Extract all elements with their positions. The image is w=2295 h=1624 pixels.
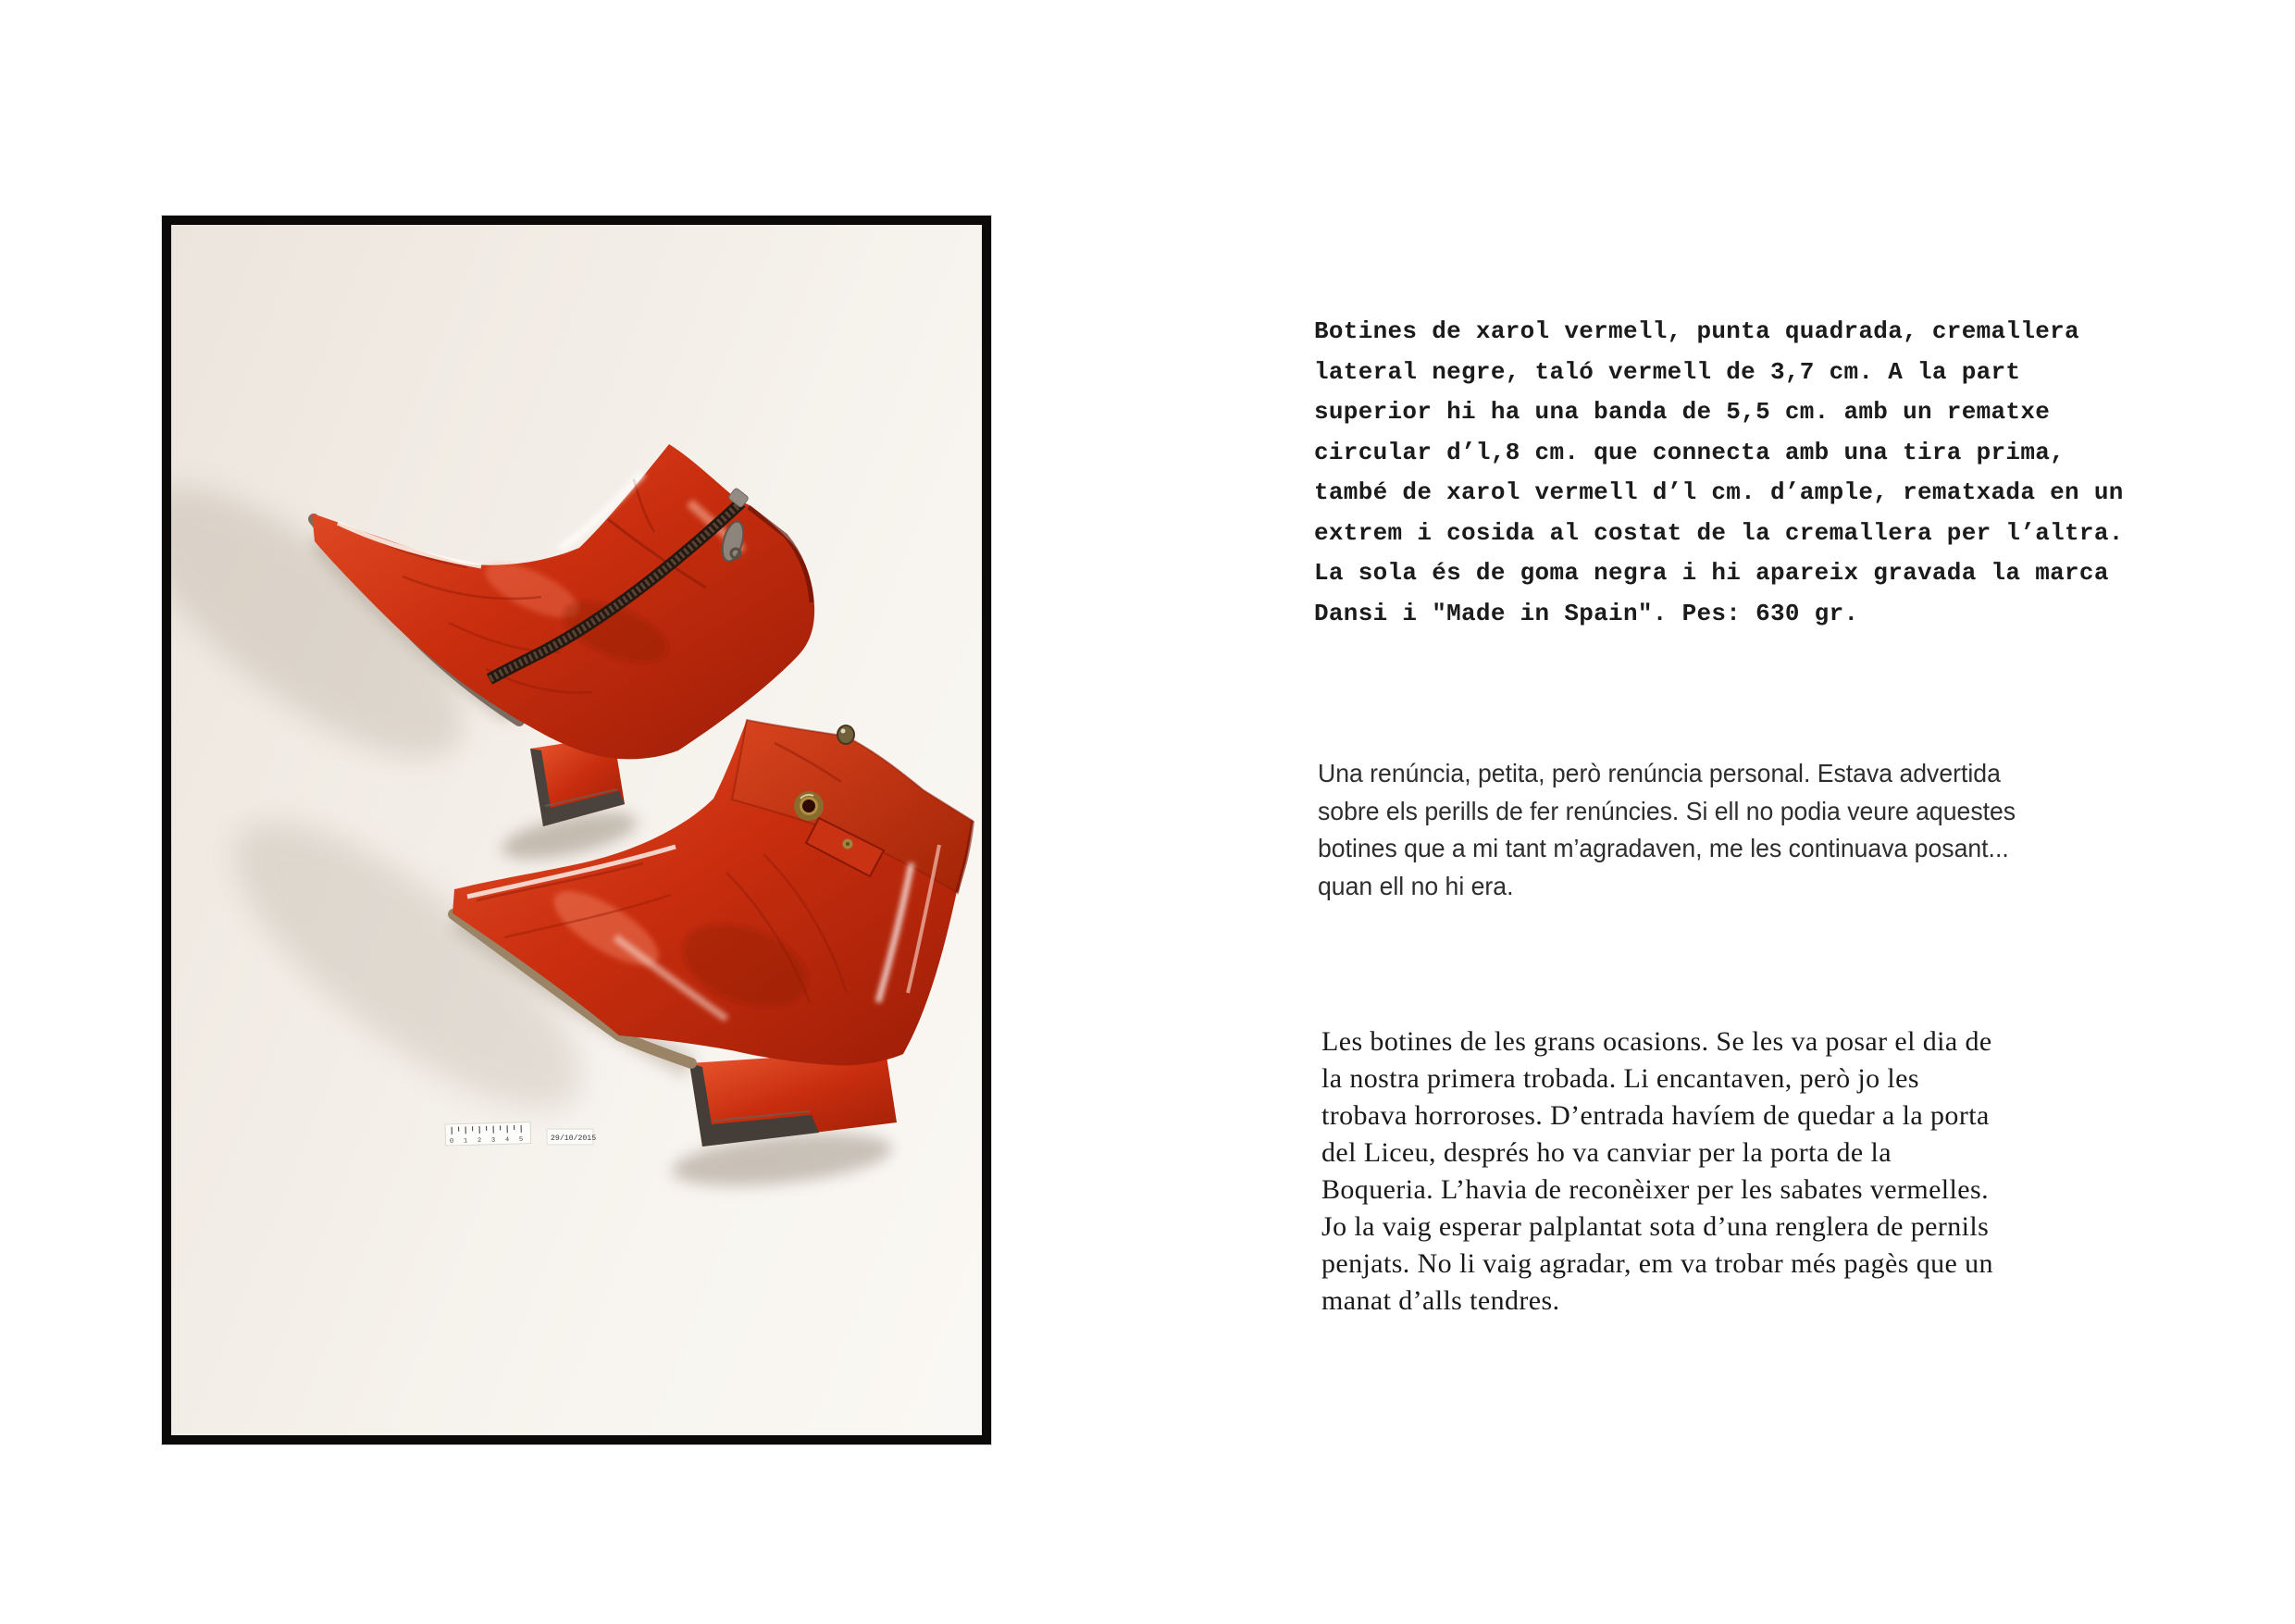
- sans-line: sobre els perills de fer renúncies. Si ell no podia veure aquestes: [1318, 796, 2016, 825]
- typed-line: superior hi ha una banda de 5,5 cm. amb un rematxe: [1314, 398, 2051, 426]
- ruler-label: 4: [504, 1136, 510, 1145]
- serif-paragraph: [1321, 1023, 2191, 1320]
- typed-line: extrem i cosida al costat de la cremallera per l’altra.: [1314, 518, 2124, 547]
- photo-frame: [162, 216, 991, 1444]
- ruler-label: 2: [477, 1136, 482, 1146]
- typed-line: Dansi i "Made in Spain". Pes: 630 gr.: [1314, 599, 1859, 627]
- ruler-label: 0: [449, 1137, 454, 1146]
- serif-line: Boqueria. L’havia de reconèixer per les sabates vermelles.: [1321, 1174, 1989, 1205]
- cuff-zipper-knob: [837, 725, 854, 744]
- serif-line: trobava horroroses. D’entrada havíem de quedar a la porta: [1321, 1100, 1990, 1131]
- red-boots-illustration: [171, 225, 982, 1435]
- ruler-label: 1: [463, 1137, 468, 1146]
- date-label: [547, 1129, 596, 1145]
- serif-line: Jo la vaig esperar palplantat sota d’una renglera de pernils: [1321, 1211, 1990, 1242]
- typed-line: també de xarol vermell d’l cm. d’ample, rematxada en un: [1314, 478, 2124, 506]
- sans-line: quan ell no hi era.: [1318, 871, 1514, 900]
- boots-photograph: [171, 225, 982, 1435]
- serif-line: Les botines de les grans ocasions. Se les va posar el dia de: [1321, 1026, 1992, 1057]
- typed-line: Botines de xarol vermell, punta quadrada, cremallera: [1314, 317, 2079, 345]
- serif-line: del Liceu, després ho va canviar per la porta de la: [1321, 1137, 1892, 1168]
- sans-line: botines que a mi tant m’agradaven, me les continuava posant...: [1318, 834, 2009, 862]
- sans-paragraph: [1318, 755, 2162, 905]
- ruler-label: 3: [490, 1136, 496, 1145]
- bottom-boot-heel: [689, 1050, 897, 1147]
- typed-line: circular d’l,8 cm. que connecta amb una tira prima,: [1314, 438, 2066, 466]
- typed-line: La sola és de goma negra i hi apareix gravada la marca: [1314, 559, 2109, 587]
- serif-line: penjats. No li vaig agradar, em va trobar més pagès que un: [1321, 1248, 1993, 1279]
- sans-line: Una renúncia, petita, però renúncia personal. Estava advertida: [1318, 759, 2001, 787]
- scale-ruler: [445, 1122, 531, 1146]
- ruler-label: 5: [518, 1135, 524, 1144]
- serif-line: manat d’alls tendres.: [1321, 1285, 1560, 1316]
- typed-line: lateral negre, taló vermell de 3,7 cm. A la part: [1314, 357, 2021, 386]
- date-text: 29/10/2015: [551, 1134, 597, 1143]
- serif-line: la nostra primera trobada. Li encantaven, però jo les: [1321, 1063, 1919, 1094]
- typed-description: [1314, 312, 2175, 634]
